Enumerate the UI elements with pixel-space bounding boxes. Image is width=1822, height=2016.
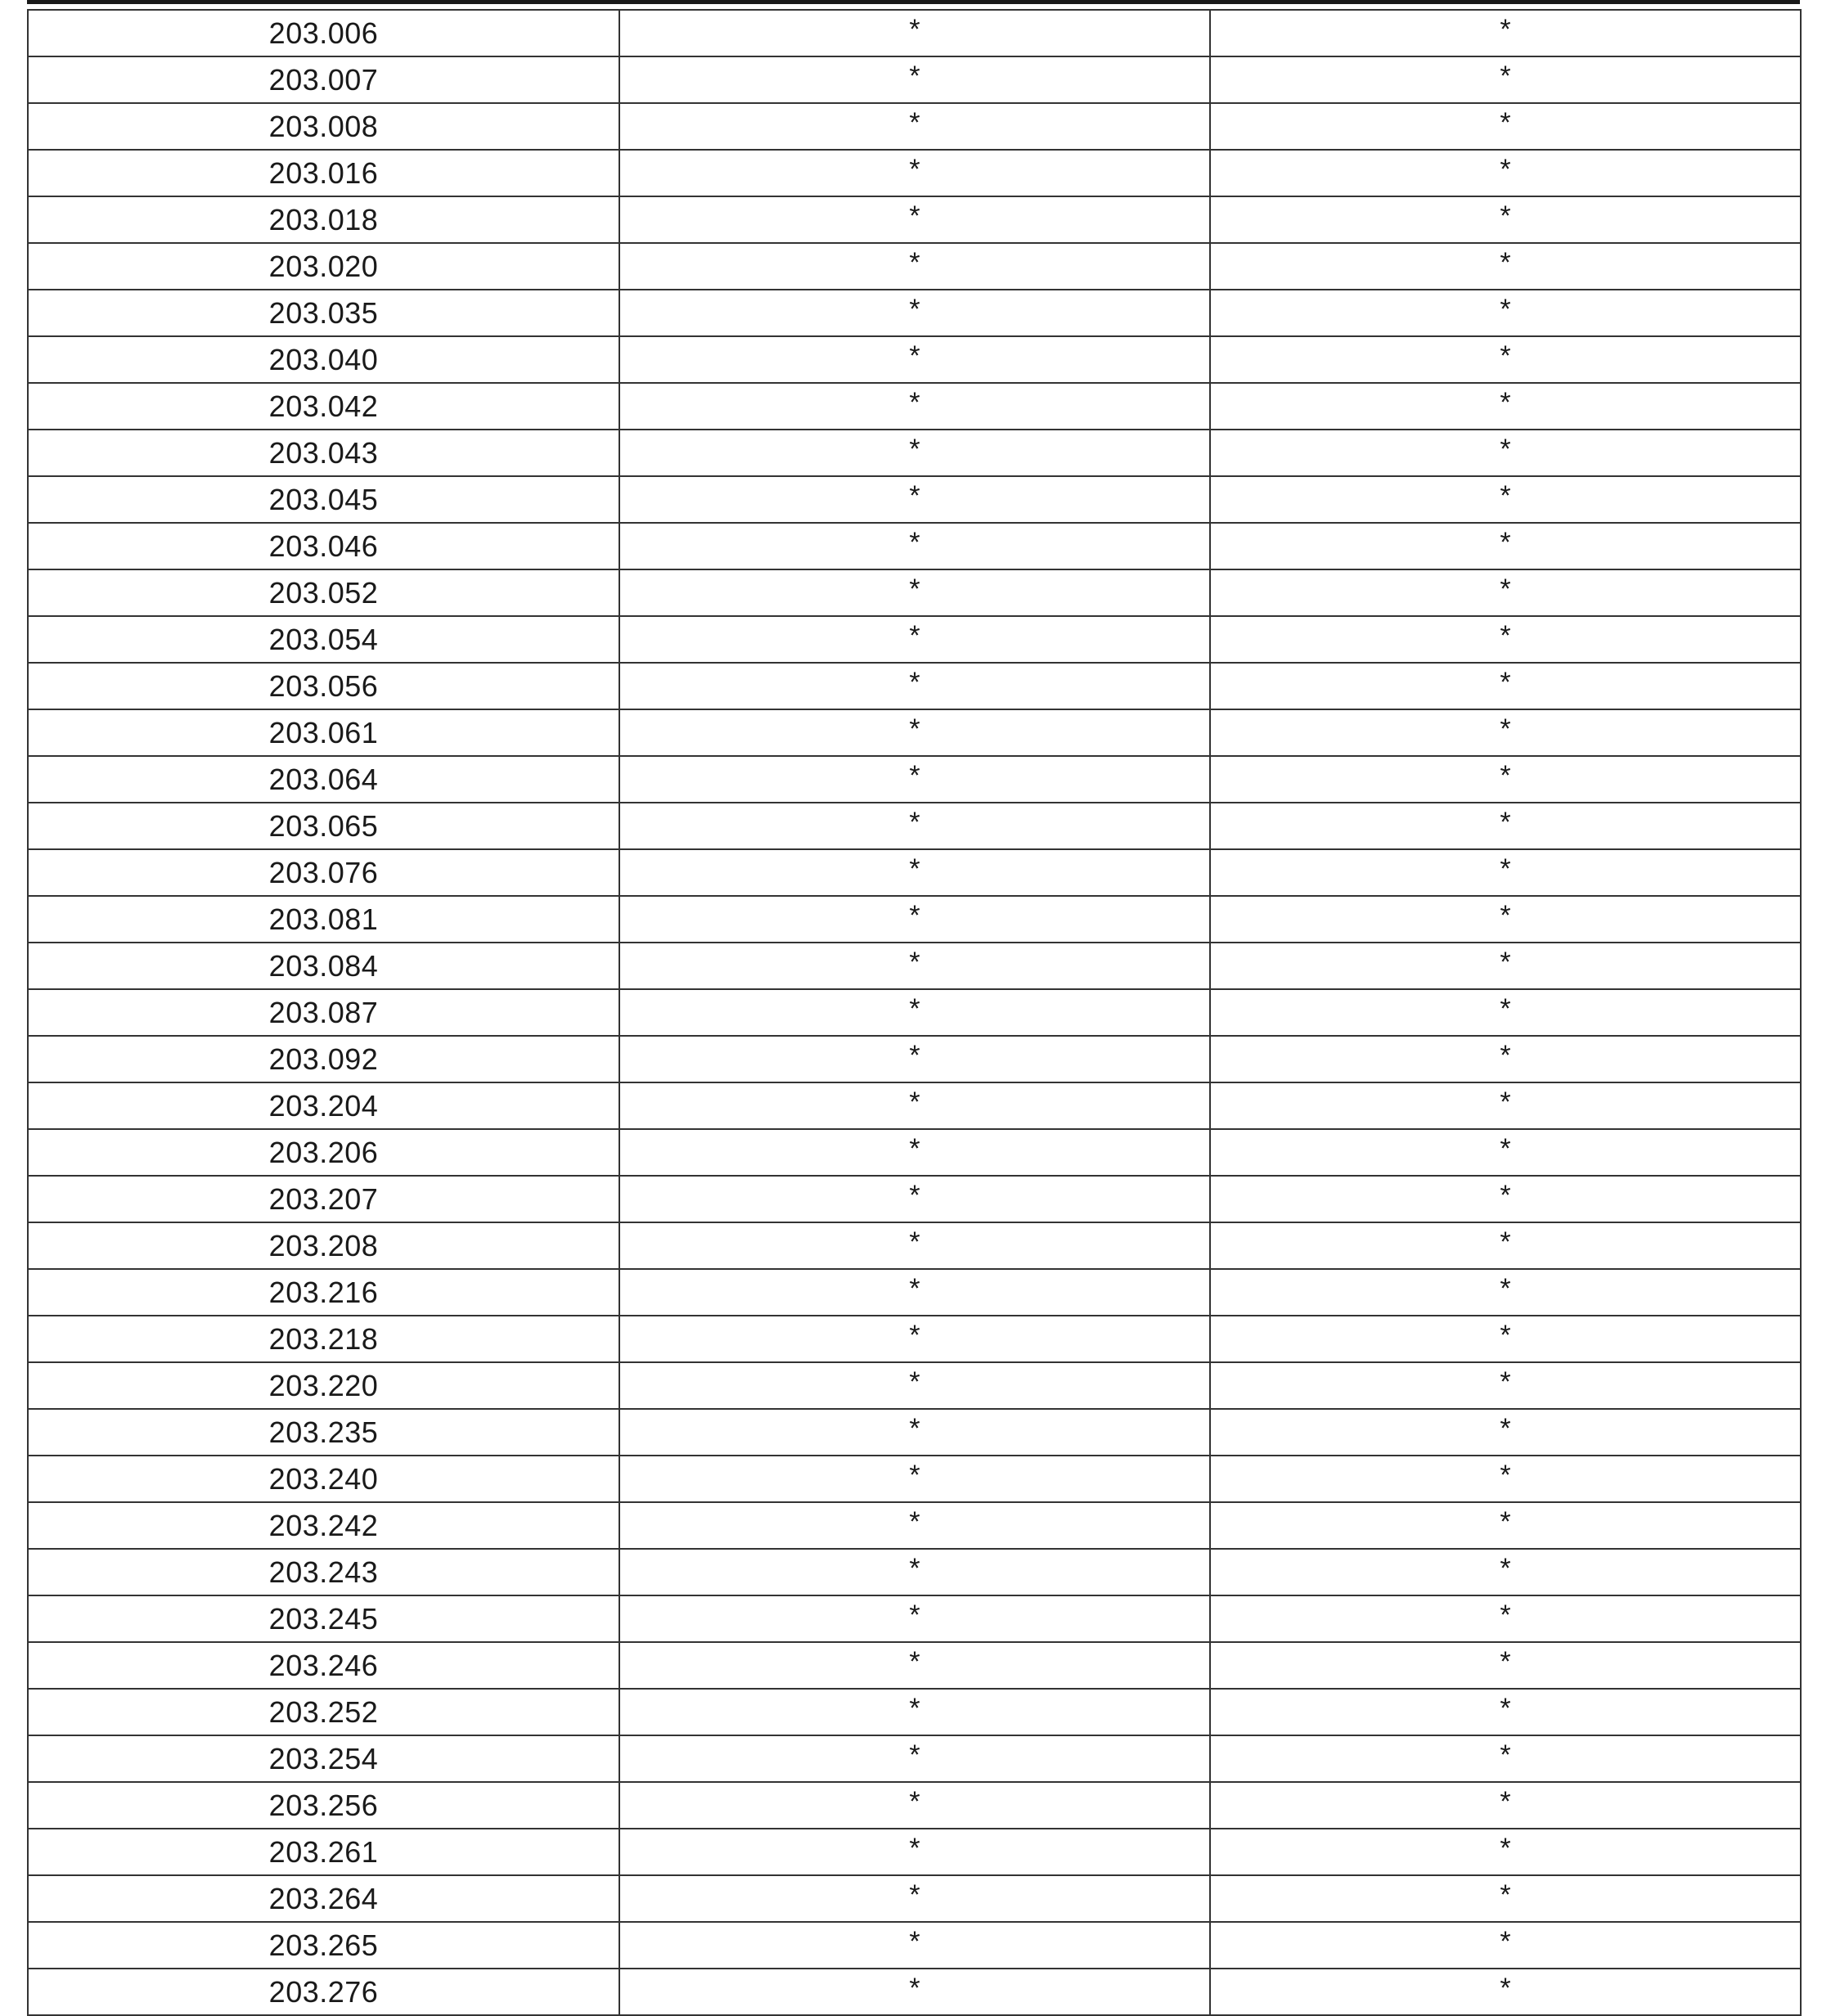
asterisk-cell: * [619,243,1210,290]
asterisk-cell: * [619,1456,1210,1502]
asterisk-cell: * [619,103,1210,150]
asterisk-cell: * [1210,1922,1801,1969]
table-row [28,663,1801,709]
table-row [28,103,1801,150]
code-cell: 203.252 [28,1689,619,1735]
data-table [27,9,1802,2016]
table-row [28,523,1801,569]
asterisk-cell: * [619,56,1210,103]
code-cell: 203.065 [28,803,619,849]
code-cell: 203.092 [28,1036,619,1082]
asterisk-cell: * [1210,1222,1801,1269]
code-cell: 203.016 [28,150,619,196]
table-body [28,10,1801,2015]
code-cell: 203.042 [28,383,619,430]
table-row [28,1782,1801,1829]
code-cell: 203.064 [28,756,619,803]
asterisk-cell: * [619,1875,1210,1922]
code-cell: 203.040 [28,336,619,383]
asterisk-cell: * [1210,989,1801,1036]
asterisk-cell: * [1210,383,1801,430]
asterisk-cell: * [619,1129,1210,1176]
code-cell: 203.245 [28,1595,619,1642]
asterisk-cell: * [1210,896,1801,943]
code-cell: 203.261 [28,1829,619,1875]
code-cell: 203.087 [28,989,619,1036]
asterisk-cell: * [619,943,1210,989]
asterisk-cell: * [1210,569,1801,616]
table-row [28,709,1801,756]
asterisk-cell: * [1210,1362,1801,1409]
asterisk-cell: * [1210,476,1801,523]
asterisk-cell: * [619,1082,1210,1129]
table-row [28,1549,1801,1595]
code-cell: 203.035 [28,290,619,336]
table-row [28,756,1801,803]
asterisk-cell: * [619,1549,1210,1595]
asterisk-cell: * [1210,1595,1801,1642]
asterisk-cell: * [1210,1036,1801,1082]
code-cell: 203.243 [28,1549,619,1595]
table-row [28,989,1801,1036]
asterisk-cell: * [619,1409,1210,1456]
asterisk-cell: * [1210,523,1801,569]
table-row [28,803,1801,849]
asterisk-cell: * [1210,756,1801,803]
code-cell: 203.265 [28,1922,619,1969]
asterisk-cell: * [619,336,1210,383]
asterisk-cell: * [619,196,1210,243]
asterisk-cell: * [619,1362,1210,1409]
table-row [28,569,1801,616]
code-cell: 203.264 [28,1875,619,1922]
asterisk-cell: * [1210,663,1801,709]
asterisk-cell: * [1210,1735,1801,1782]
table-row [28,1829,1801,1875]
table-row [28,1362,1801,1409]
table-row [28,1456,1801,1502]
asterisk-cell: * [1210,290,1801,336]
asterisk-cell: * [619,803,1210,849]
code-cell: 203.061 [28,709,619,756]
top-rule [27,0,1800,4]
asterisk-cell: * [619,1782,1210,1829]
asterisk-cell: * [1210,150,1801,196]
asterisk-cell: * [1210,196,1801,243]
asterisk-cell: * [1210,849,1801,896]
code-cell: 203.246 [28,1642,619,1689]
asterisk-cell: * [619,1036,1210,1082]
code-cell: 203.208 [28,1222,619,1269]
asterisk-cell: * [1210,1456,1801,1502]
table-row [28,943,1801,989]
table-row [28,1689,1801,1735]
asterisk-cell: * [1210,1782,1801,1829]
table-row [28,1642,1801,1689]
code-cell: 203.007 [28,56,619,103]
code-cell: 203.235 [28,1409,619,1456]
asterisk-cell: * [619,1689,1210,1735]
table-row [28,1176,1801,1222]
table-row [28,1316,1801,1362]
asterisk-cell: * [619,1176,1210,1222]
asterisk-cell: * [1210,803,1801,849]
table-row [28,196,1801,243]
code-cell: 203.008 [28,103,619,150]
code-cell: 203.043 [28,430,619,476]
code-cell: 203.240 [28,1456,619,1502]
asterisk-cell: * [619,569,1210,616]
table-row [28,1082,1801,1129]
asterisk-cell: * [1210,1409,1801,1456]
table-row [28,1129,1801,1176]
asterisk-cell: * [1210,1316,1801,1362]
table-row [28,1036,1801,1082]
asterisk-cell: * [1210,1549,1801,1595]
asterisk-cell: * [1210,1502,1801,1549]
code-cell: 203.046 [28,523,619,569]
asterisk-cell: * [619,1269,1210,1316]
code-cell: 203.256 [28,1782,619,1829]
asterisk-cell: * [619,1922,1210,1969]
asterisk-cell: * [1210,430,1801,476]
asterisk-cell: * [1210,1642,1801,1689]
code-cell: 203.018 [28,196,619,243]
asterisk-cell: * [619,430,1210,476]
table-row [28,56,1801,103]
table-row [28,150,1801,196]
code-cell: 203.218 [28,1316,619,1362]
table-row [28,383,1801,430]
asterisk-cell: * [619,10,1210,56]
asterisk-cell: * [1210,1875,1801,1922]
table-row [28,616,1801,663]
table-row [28,896,1801,943]
asterisk-cell: * [1210,243,1801,290]
asterisk-cell: * [1210,336,1801,383]
asterisk-cell: * [619,476,1210,523]
table-row [28,1735,1801,1782]
asterisk-cell: * [619,1595,1210,1642]
table-row [28,430,1801,476]
asterisk-cell: * [619,1316,1210,1362]
table-row [28,243,1801,290]
asterisk-cell: * [619,523,1210,569]
asterisk-cell: * [1210,10,1801,56]
code-cell: 203.242 [28,1502,619,1549]
code-cell: 203.052 [28,569,619,616]
table-row [28,1502,1801,1549]
code-cell: 203.254 [28,1735,619,1782]
table-row [28,1222,1801,1269]
asterisk-cell: * [1210,1689,1801,1735]
table-row [28,290,1801,336]
table-row [28,1595,1801,1642]
code-cell: 203.056 [28,663,619,709]
code-cell: 203.076 [28,849,619,896]
code-cell: 203.220 [28,1362,619,1409]
code-cell: 203.054 [28,616,619,663]
code-cell: 203.006 [28,10,619,56]
table-row [28,476,1801,523]
code-cell: 203.207 [28,1176,619,1222]
asterisk-cell: * [1210,1129,1801,1176]
code-cell: 203.204 [28,1082,619,1129]
asterisk-cell: * [619,849,1210,896]
asterisk-cell: * [1210,1082,1801,1129]
asterisk-cell: * [619,989,1210,1036]
table-row [28,1269,1801,1316]
code-cell: 203.216 [28,1269,619,1316]
code-cell: 203.081 [28,896,619,943]
asterisk-cell: * [1210,709,1801,756]
table-row [28,10,1801,56]
table-row [28,336,1801,383]
code-cell: 203.020 [28,243,619,290]
asterisk-cell: * [619,383,1210,430]
code-cell: 203.206 [28,1129,619,1176]
asterisk-cell: * [619,290,1210,336]
asterisk-cell: * [1210,943,1801,989]
asterisk-cell: * [619,663,1210,709]
code-cell: 203.045 [28,476,619,523]
asterisk-cell: * [619,150,1210,196]
asterisk-cell: * [1210,1969,1801,2015]
asterisk-cell: * [619,709,1210,756]
asterisk-cell: * [619,1969,1210,2015]
asterisk-cell: * [619,1735,1210,1782]
asterisk-cell: * [1210,103,1801,150]
asterisk-cell: * [1210,56,1801,103]
asterisk-cell: * [619,756,1210,803]
table-row [28,1922,1801,1969]
asterisk-cell: * [1210,616,1801,663]
table-row [28,1409,1801,1456]
table-row [28,849,1801,896]
table-row [28,1875,1801,1922]
asterisk-cell: * [1210,1269,1801,1316]
asterisk-cell: * [619,616,1210,663]
table-row [28,1969,1801,2015]
asterisk-cell: * [1210,1829,1801,1875]
asterisk-cell: * [619,896,1210,943]
code-cell: 203.276 [28,1969,619,2015]
asterisk-cell: * [619,1222,1210,1269]
asterisk-cell: * [1210,1176,1801,1222]
asterisk-cell: * [619,1642,1210,1689]
asterisk-cell: * [619,1502,1210,1549]
code-cell: 203.084 [28,943,619,989]
asterisk-cell: * [619,1829,1210,1875]
